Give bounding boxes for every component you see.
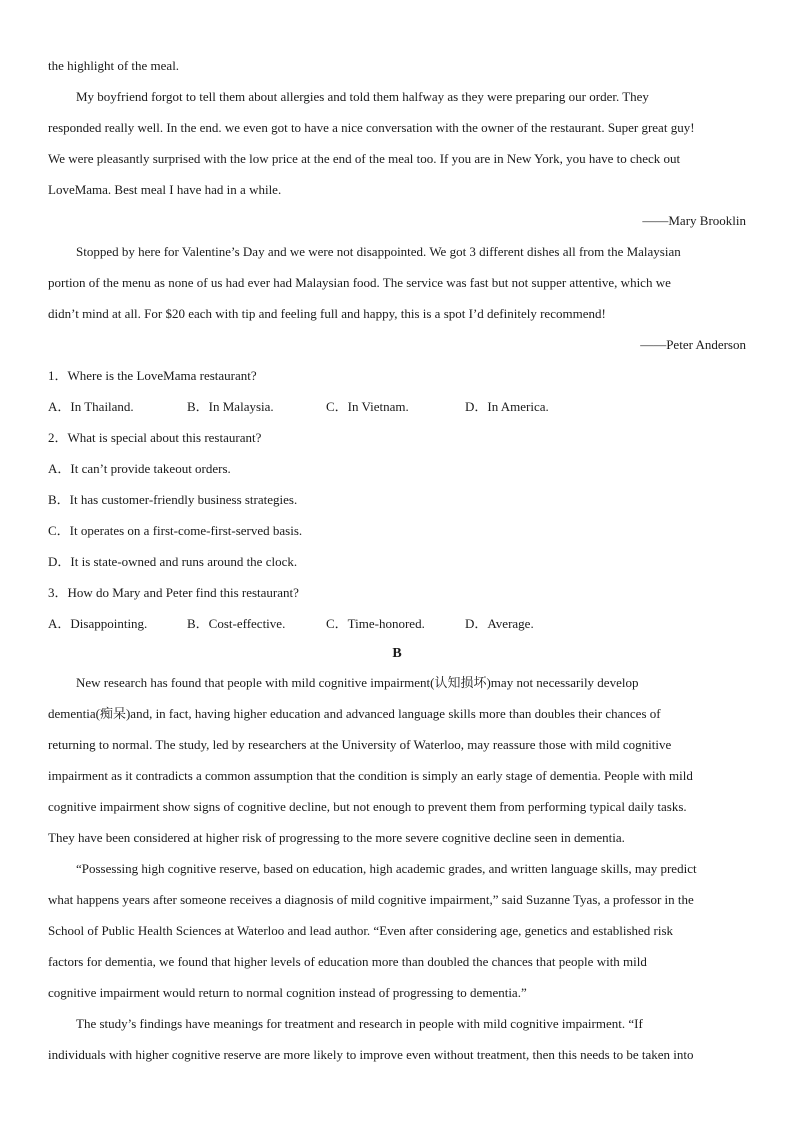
reviewer-signature: ——Mary Brooklin (642, 213, 746, 228)
option-a: A．In Thailand. (48, 399, 134, 414)
question-3: 3．How do Mary and Peter find this restaurant? (48, 585, 299, 600)
passage-line: cognitive impairment would return to normal cognition instead of progressing to dementia.” (48, 985, 527, 1000)
option-c: C．Time-honored. (326, 616, 425, 631)
option-b: B．In Malaysia. (187, 399, 274, 414)
section-heading: B (392, 646, 402, 661)
passage-line: the highlight of the meal. (48, 58, 180, 73)
option-b: B．Cost-effective. (187, 616, 286, 631)
passage-line: what happens years after someone receives a diagnosis of mild cognitive impairment,” said Suzanne Tyas, a professor in the (48, 892, 694, 907)
question-2: 2．What is special about this restaurant? (48, 430, 262, 445)
option-d: D．In America. (465, 399, 549, 414)
option-a: A．It can’t provide takeout orders. (48, 461, 231, 476)
passage-line: We were pleasantly surprised with the low price at the end of the meal too. If you are in New York, you have to check out (48, 151, 681, 166)
passage-line: dementia(痴呆)and, in fact, having higher education and advanced language skills more than doubles their chances of (48, 706, 661, 721)
passage-line: “Possessing high cognitive reserve, based on education, high academic grades, and written language skills, may predict (76, 861, 697, 876)
passage-line: The study’s findings have meanings for treatment and research in people with mild cognitive impairment. “If (76, 1016, 643, 1031)
passage-line: responded really well. In the end. we even got to have a nice conversation with the owner of the restaurant. Super great guy! (48, 120, 695, 135)
document-page (48, 50, 746, 1070)
passage-line: individuals with higher cognitive reserve are more likely to improve even without treatment, then this needs to be taken into (48, 1047, 694, 1062)
passage-line: portion of the menu as none of us had ever had Malaysian food. The service was fast but not supper attentive, which we (48, 275, 671, 290)
option-c: C．In Vietnam. (326, 399, 409, 414)
option-b: B．It has customer-friendly business strategies. (48, 492, 298, 507)
passage-line: cognitive impairment show signs of cognitive decline, but not enough to prevent them from performing typical daily tasks. (48, 799, 687, 814)
option-a: A．Disappointing. (48, 616, 148, 631)
reviewer-signature: ——Peter Anderson (640, 337, 746, 352)
passage-line: My boyfriend forgot to tell them about allergies and told them halfway as they were preparing our order. They (76, 89, 649, 104)
passage-line: factors for dementia, we found that higher levels of education more than doubled the chances that people with mild (48, 954, 647, 969)
question-3-options (48, 608, 746, 639)
question-1-options (48, 391, 746, 422)
option-d: D．Average. (465, 616, 534, 631)
question-1: 1．Where is the LoveMama restaurant? (48, 368, 257, 383)
passage-line: didn’t mind at all. For $20 each with tip and feeling full and happy, this is a spot I’d definitely recommend! (48, 306, 606, 321)
passage-line: School of Public Health Sciences at Waterloo and lead author. “Even after considering age, genetics and established risk (48, 923, 674, 938)
passage-line: impairment as it contradicts a common assumption that the condition is simply an early stage of dementia. People with mild (48, 768, 693, 783)
passage-line: They have been considered at higher risk of progressing to the more severe cognitive decline seen in dementia. (48, 830, 625, 845)
option-c: C．It operates on a first-come-first-served basis. (48, 523, 303, 538)
passage-line: returning to normal. The study, led by researchers at the University of Waterloo, may reassure those with mild cognitive (48, 737, 672, 752)
passage-line: Stopped by here for Valentine’s Day and we were not disappointed. We got 3 different dishes all from the Malaysian (76, 244, 681, 259)
passage-line: LoveMama. Best meal I have had in a while. (48, 182, 282, 197)
passage-line: New research has found that people with mild cognitive impairment(认知损坏)may not necessarily develop (76, 675, 639, 690)
option-d: D．It is state-owned and runs around the clock. (48, 554, 298, 569)
